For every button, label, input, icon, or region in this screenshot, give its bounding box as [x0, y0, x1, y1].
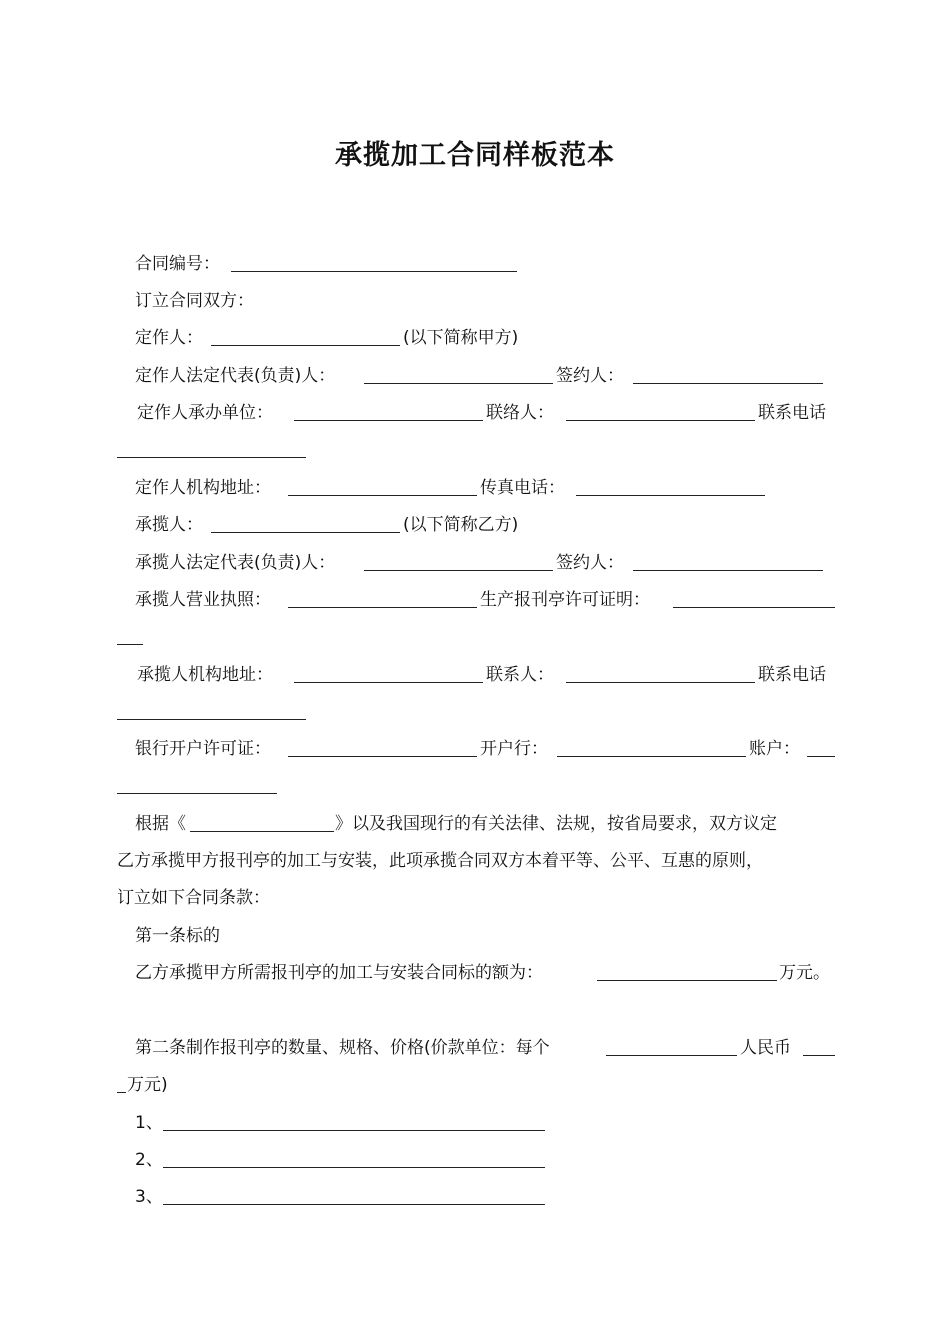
account-blank-continued[interactable] — [117, 793, 277, 794]
contractor-rep-blank[interactable] — [364, 570, 553, 571]
signatory2-label: 签约人： — [556, 553, 624, 573]
signatory2-blank[interactable] — [633, 570, 823, 571]
orderer-addr-line — [0, 473, 950, 503]
bank-blank[interactable] — [557, 756, 746, 757]
orderer-rep-line — [0, 361, 950, 391]
article1-text-line — [0, 958, 950, 988]
rmb-amount-blank-continued[interactable] — [117, 1092, 126, 1093]
contractor-blank[interactable] — [211, 532, 400, 533]
article1-text: 乙方承揽甲方所需报刊亭的加工与安装合同标的额为： — [135, 963, 543, 983]
preamble-rest: 》以及我国现行的有关法律、法规，按省局要求，双方议定 — [335, 814, 777, 834]
contractor-label: 承揽人： — [135, 515, 203, 535]
preamble-text-2: 乙方承揽甲方报刊亭的加工与安装，此项承揽合同双方本着平等、公平、互惠的原则， — [117, 851, 763, 871]
contractor-rep-line — [0, 548, 950, 578]
phone2-continuation-line — [0, 697, 950, 727]
contractor-addr-line — [0, 660, 950, 690]
item-number: 3、 — [135, 1187, 163, 1207]
item-blank[interactable] — [163, 1130, 545, 1131]
item-line-1 — [0, 1108, 950, 1138]
contractor-rep-label: 承揽人法定代表(负责)人： — [135, 553, 336, 573]
document-title: 承揽加工合同样板范本 — [335, 140, 615, 171]
license-blank[interactable] — [288, 607, 477, 608]
article2-end-line — [0, 1070, 950, 1100]
signatory-blank[interactable] — [633, 383, 823, 384]
permit-blank-continued[interactable] — [117, 644, 143, 645]
orderer-dept-line — [0, 398, 950, 428]
law-name-blank[interactable] — [190, 831, 334, 832]
preamble-start: 根据《 — [135, 814, 186, 834]
orderer-blank[interactable] — [211, 345, 400, 346]
contractor-addr-blank[interactable] — [294, 682, 483, 683]
orderer-label: 定作人： — [135, 328, 203, 348]
fax-label: 传真电话： — [480, 478, 565, 498]
contact-blank[interactable] — [566, 420, 755, 421]
phone-label: 联系电话 — [758, 403, 826, 423]
orderer-rep-label: 定作人法定代表(负责)人： — [135, 366, 336, 386]
preamble-line-3 — [0, 883, 950, 913]
account-label: 账户： — [749, 739, 800, 759]
contract-number-line — [0, 249, 950, 279]
orderer-addr-blank[interactable] — [288, 495, 477, 496]
article1-heading: 第一条标的 — [135, 926, 220, 946]
fax-blank[interactable] — [576, 495, 765, 496]
orderer-line — [0, 323, 950, 353]
permit-blank[interactable] — [673, 607, 835, 608]
item-number: 1、 — [135, 1113, 163, 1133]
contract-number-blank[interactable] — [231, 271, 517, 272]
article2-line — [0, 1033, 950, 1063]
account-blank[interactable] — [807, 756, 835, 757]
contractor-addr-label: 承揽人机构地址： — [137, 665, 273, 685]
contact2-label: 联系人： — [486, 665, 554, 685]
orderer-rep-blank[interactable] — [364, 383, 553, 384]
phone2-blank[interactable] — [117, 719, 306, 720]
license-label: 承揽人营业执照： — [135, 590, 271, 610]
signatory-label: 签约人： — [556, 366, 624, 386]
article2-rmb: 人民币 — [740, 1038, 791, 1058]
orderer-abbr: (以下简称甲方) — [403, 328, 519, 348]
license-line — [0, 585, 950, 615]
phone-continuation-line — [0, 435, 950, 465]
phone2-label: 联系电话 — [758, 665, 826, 685]
unit-price-blank[interactable] — [606, 1055, 737, 1056]
preamble-line-1 — [0, 809, 950, 839]
item-line-2 — [0, 1145, 950, 1175]
contact-label: 联络人： — [486, 403, 554, 423]
permit-continuation-line — [0, 622, 950, 652]
item-number: 2、 — [135, 1150, 163, 1170]
item-blank[interactable] — [163, 1167, 545, 1168]
contact2-blank[interactable] — [566, 682, 755, 683]
contract-number-label: 合同编号： — [135, 254, 220, 274]
article2-end: 万元) — [127, 1075, 168, 1095]
bank-line — [0, 734, 950, 764]
parties-line — [0, 286, 950, 316]
permit-label: 生产报刊亭许可证明： — [480, 590, 650, 610]
preamble-line-2 — [0, 846, 950, 876]
orderer-dept-label: 定作人承办单位： — [137, 403, 273, 423]
bank-permit-blank[interactable] — [288, 756, 477, 757]
rmb-amount-blank[interactable] — [803, 1055, 835, 1056]
article2-text: 第二条制作报刊亭的数量、规格、价格(价款单位：每个 — [135, 1038, 550, 1058]
contractor-abbr: (以下简称乙方) — [403, 515, 519, 535]
parties-label: 订立合同双方： — [135, 291, 254, 311]
account-continuation-line — [0, 771, 950, 801]
contract-amount-blank[interactable] — [597, 980, 777, 981]
orderer-dept-blank[interactable] — [294, 420, 483, 421]
item-line-3 — [0, 1182, 950, 1212]
phone-blank[interactable] — [117, 457, 306, 458]
bank-label: 开户行： — [480, 739, 548, 759]
preamble-text-3: 订立如下合同条款： — [117, 888, 270, 908]
bank-permit-label: 银行开户许可证： — [135, 739, 271, 759]
contractor-line — [0, 510, 950, 540]
article1-heading-line — [0, 921, 950, 951]
article1-unit: 万元。 — [779, 963, 830, 983]
item-blank[interactable] — [163, 1204, 545, 1205]
orderer-addr-label: 定作人机构地址： — [135, 478, 271, 498]
